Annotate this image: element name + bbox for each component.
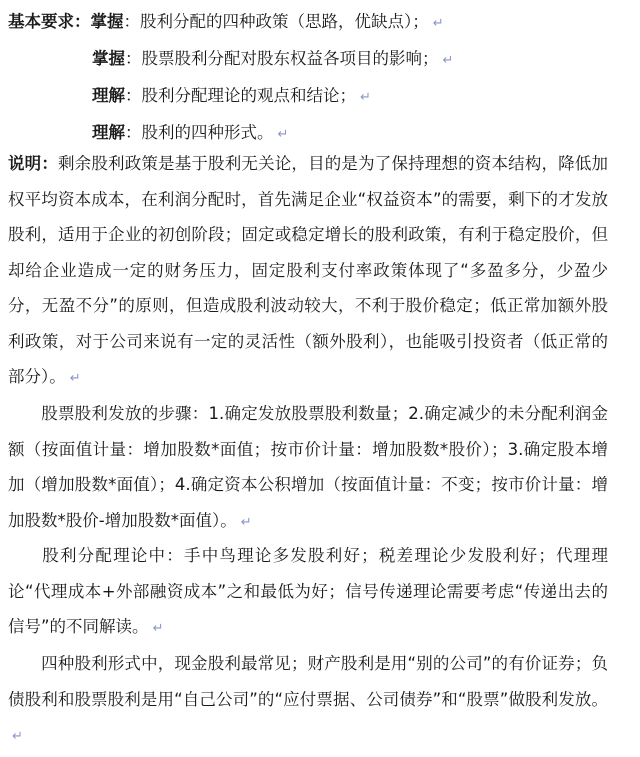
explanation-label: 说明 [8,154,42,173]
requirement-line-4 [92,119,288,143]
requirements-label: 基本要求： [8,12,91,31]
requirement-verb: 掌握 [92,49,125,68]
requirement-line-3 [92,82,371,106]
explanation-sep: ： [41,154,59,173]
paragraph-mark-icon: ↵ [277,127,289,142]
requirement-verb: 理解 [92,86,125,105]
requirement-verb: 掌握 [90,12,124,31]
requirement-text: 股利分配的四种政策（思路，优缺点）； [140,12,429,31]
paragraph-text: 股票股利发放的步骤：1.确定发放股票股利数量；2.确定减少的未分配利润金额（按面值计量：增加股数*面值；按市价计量：增加股数*股价）；3.确定股本增加（增加股数*面值）；4.确定资本公积增加（按面值计量：不变；按市价计量：增加股数*股价-增加股数*面值）。 [8,404,608,530]
requirement-sep: ： [123,12,140,31]
requirement-verb: 理解 [92,123,125,142]
paragraph-text: 股利分配理论中：手中鸟理论多发股利好；税差理论少发股利好；代理理论“代理成本+外部融资成本”之和最低为好；信号传递理论需要考虑“传递出去的信号”的不同解读。 [8,546,608,636]
paragraph-mark-icon: ↵ [69,371,81,386]
explanation-text: 剩余股利政策是基于股利无关论，目的是为了保持理想的资本结构，降低加权平均资本成本，在利润分配时，首先满足企业“权益资本”的需要，剩下的才发放股利，适用于企业的初创阶段；固定或稳定增长的股利政策，有利于稳定股价，但却给企业造成一定的财务压力，固定股利支付率政策体现了“多盈多分，少盈少分，无盈不分”的原则，但造成股利波动较大，不利于股价稳定；低正常加额外股利政策，对于公司来说有一定的灵活性（额外股利），也能吸引投资者（低正常的部分）。 [8,154,609,386]
requirement-sep: ： [125,123,142,142]
paragraph-mark-icon: ↵ [152,621,164,636]
requirement-text: 股利分配理论的观点和结论； [141,86,356,105]
requirement-text: 股票股利分配对股东权益各项目的影响； [141,49,439,68]
paragraph-text: 四种股利形式中，现金股利最常见；财产股利是用“别的公司”的有价证券；负债股利和股票股利是用“自己公司”的“应付票据、公司债券”和“股票”做股利发放。 [8,654,608,709]
paragraph-mark-icon: ↵ [432,16,444,31]
body-paragraph-dividend-theory [8,538,608,647]
body-paragraph-dividend-forms [8,646,608,755]
body-paragraph-stock-dividend [8,396,608,540]
explanation-paragraph [8,146,608,397]
paragraph-mark-icon: ↵ [12,729,23,744]
paragraph-mark-icon: ↵ [360,90,371,105]
requirement-text: 股利的四种形式。 [141,123,274,142]
paragraph-mark-icon: ↵ [240,514,252,530]
requirement-line-1 [8,8,444,32]
paragraph-mark-icon: ↵ [442,53,454,68]
requirement-sep: ： [125,86,142,105]
requirement-line-2 [92,45,453,69]
requirement-sep: ： [125,49,142,68]
